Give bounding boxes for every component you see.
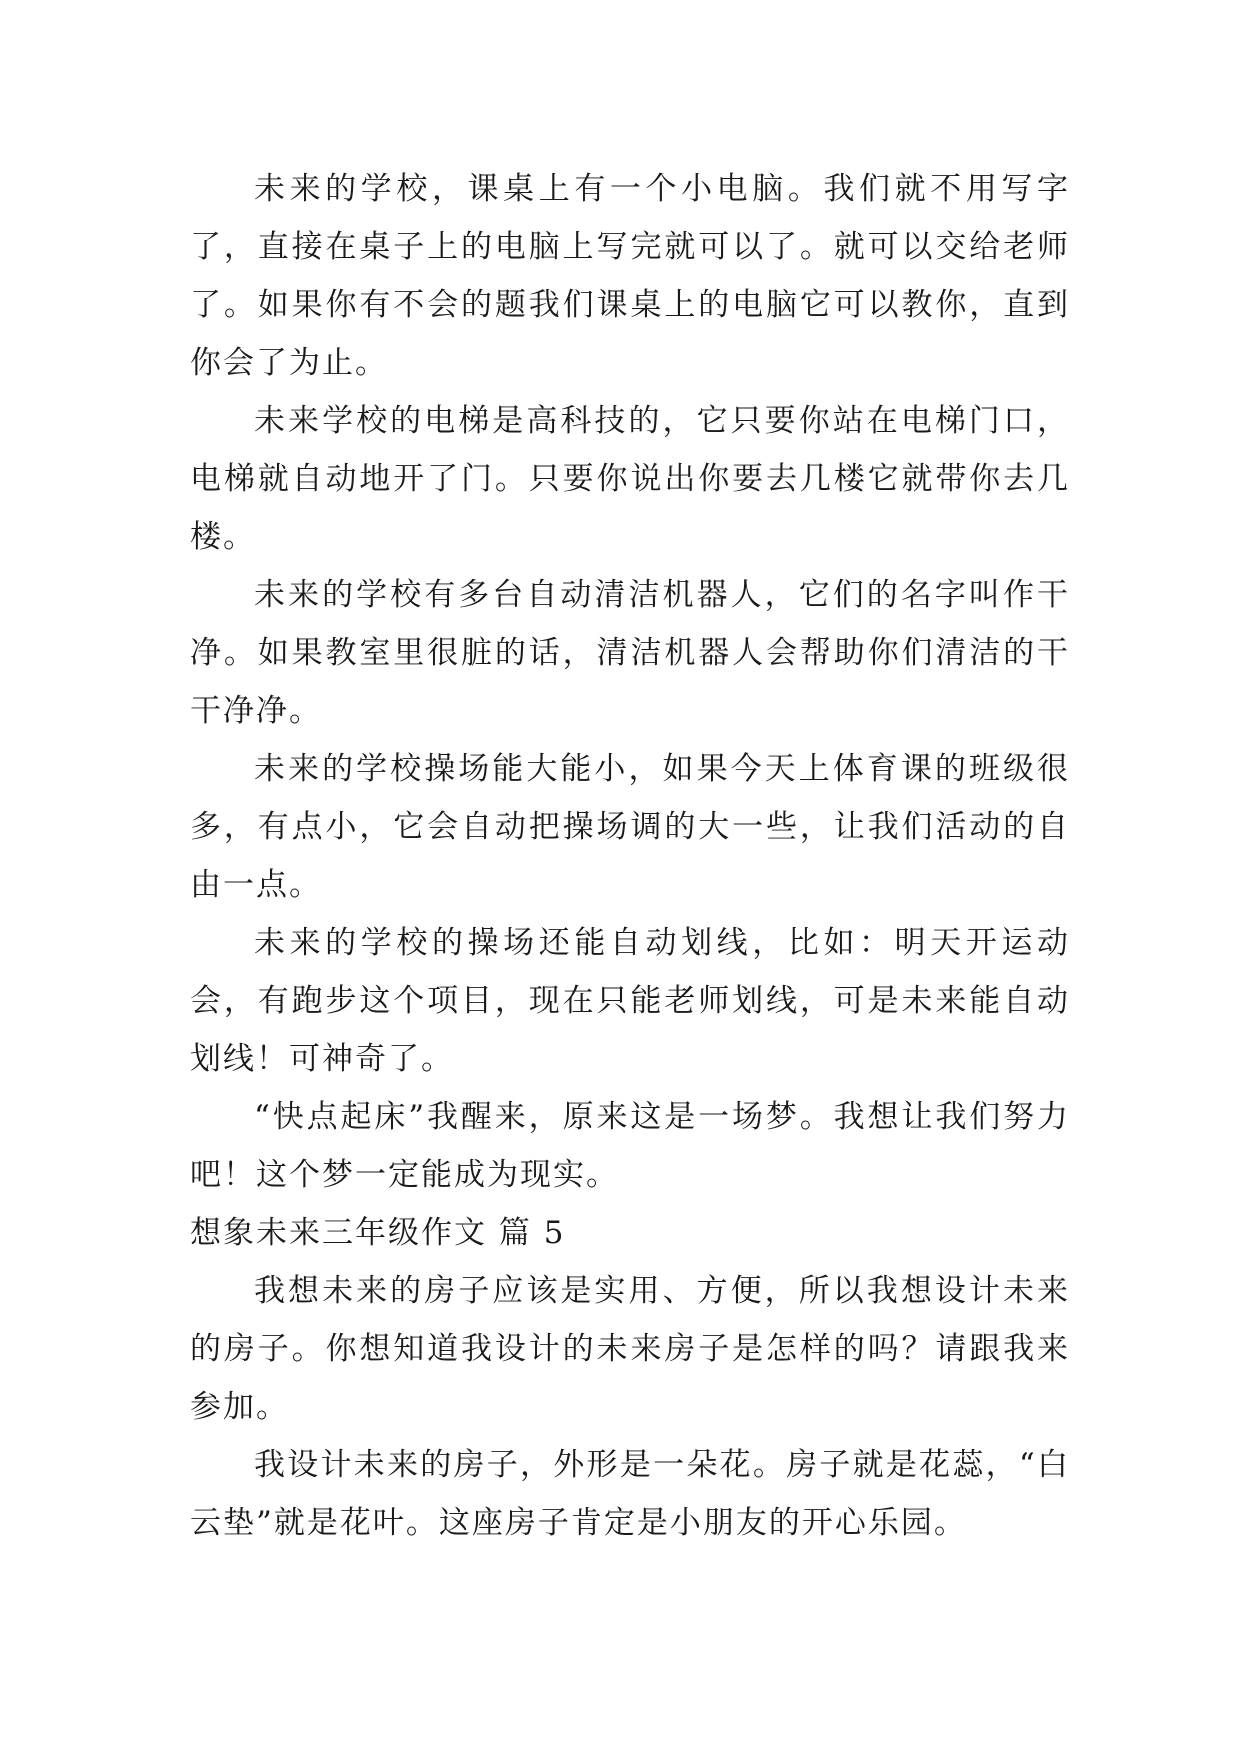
section-heading: 想象未来三年级作文 篇 5 — [190, 1215, 566, 1251]
paragraph-playground-lines: 未来的学校的操场还能自动划线，比如：明天开运动会，有跑步这个项目，现在只能老师划线，可是未来能自动划线！可神奇了。 — [190, 925, 1070, 1077]
document-body — [190, 160, 1070, 1552]
paragraph-elevator: 未来学校的电梯是高科技的，它只要你站在电梯门口，电梯就自动地开了门。只要你说出你要去几楼它就带你去几楼。 — [190, 403, 1070, 555]
paragraph-house-intro: 我想未来的房子应该是实用、方便，所以我想设计未来的房子。你想知道我设计的未来房子是怎样的吗？请跟我来参加。 — [190, 1273, 1070, 1425]
paragraph-dream-ending: “快点起床”我醒来，原来这是一场梦。我想让我们努力吧！这个梦一定能成为现实。 — [190, 1099, 1070, 1193]
paragraph-desk-computer: 未来的学校，课桌上有一个小电脑。我们就不用写字了，直接在桌子上的电脑上写完就可以了。就可以交给老师了。如果你有不会的题我们课桌上的电脑它可以教你，直到你会了为止。 — [190, 171, 1070, 381]
paragraph-cleaning-robot: 未来的学校有多台自动清洁机器人，它们的名字叫作干净。如果教室里很脏的话，清洁机器人会帮助你们清洁的干干净净。 — [190, 577, 1070, 729]
paragraph-playground-size: 未来的学校操场能大能小，如果今天上体育课的班级很多，有点小，它会自动把操场调的大一些，让我们活动的自由一点。 — [190, 751, 1070, 903]
paragraph-house-flower: 我设计未来的房子，外形是一朵花。房子就是花蕊，“白云垫”就是花叶。这座房子肯定是小朋友的开心乐园。 — [190, 1447, 1070, 1541]
